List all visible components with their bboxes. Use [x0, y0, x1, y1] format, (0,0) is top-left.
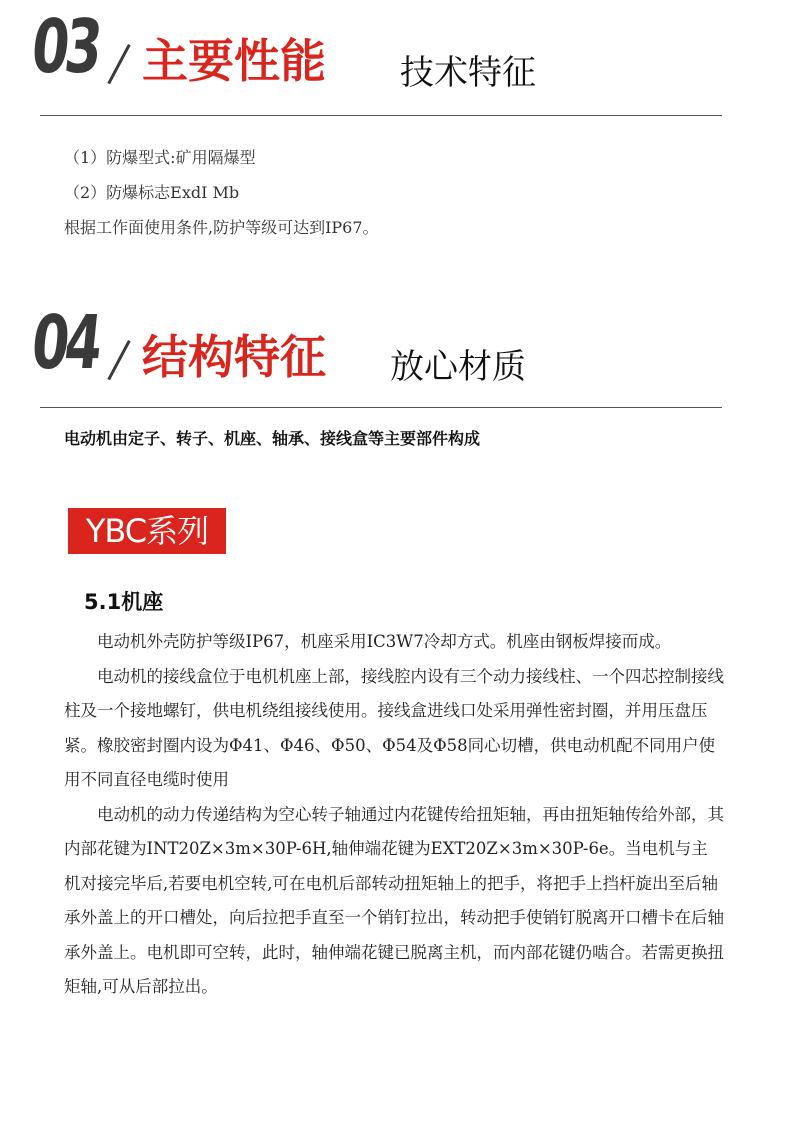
section-4-divider: [40, 407, 722, 408]
section-4-subtitle: 放心材质: [390, 347, 526, 387]
paragraph-frame: 电动机外壳防护等级IP67，机座采用IC3W7冷却方式。机座由钢板焊接而成。: [97, 632, 672, 651]
paragraph-power-transmission: 电动机的动力传递结构为空心转子轴通过内花键传给扭矩轴，再由扭矩轴传给外部，其内部花键为INT20Z×3m×30P-6H,轴伸端花键为EXT20Z×3m×30P-6e。当电机与主机对接完毕后,若要电机空转,可在电机后部转动扭矩轴上的把手，将把手上挡杆旋出至后轴承外盖上的开口槽处，向后拉把手直至一个销钉拉出，转动把手使销钉脱离开口槽卡在后轴承外盖上。电机即可空转，此时，轴伸端花键已脱离主机，而内部花键仍啮合。若需更换扭矩轴,可从后部拉出。: [64, 804, 724, 996]
subsection-heading: 5.1机座: [84, 590, 164, 614]
section-3-divider: [40, 115, 722, 116]
section-3-subtitle: 技术特征: [400, 53, 536, 93]
paragraph-terminal-box: 电动机的接线盒位于电机机座上部，接线腔内设有三个动力接线柱、一个四芯控制接线柱及一个接地螺钉，供电机绕组接线使用。接线盒进线口处采用弹性密封圈，并用压盘压紧。橡胶密封圈内设为Φ41、Φ46、Φ50、Φ54及Φ58同心切槽，供电动机配不同用户使用不同直径电缆时使用: [64, 666, 724, 789]
section-4-slash: [107, 340, 130, 380]
perf-line-2: （2）防爆标志ExdI Mb: [64, 183, 240, 202]
section-4-title: 结构特征: [142, 330, 326, 384]
series-badge: YBC系列: [68, 508, 226, 554]
section-3-title: 主要性能: [142, 34, 326, 88]
section-3-number: 03: [27, 4, 103, 90]
section-4-number: 04: [27, 300, 103, 386]
structure-summary: 电动机由定子、转子、机座、轴承、接线盒等主要部件构成: [64, 429, 481, 448]
subsection-body: [64, 625, 724, 1005]
section-3-slash: [107, 44, 130, 84]
perf-line-3: 根据工作面使用条件,防护等级可达到IP67。: [64, 218, 379, 237]
perf-line-1: （1）防爆型式:矿用隔爆型: [64, 148, 256, 167]
